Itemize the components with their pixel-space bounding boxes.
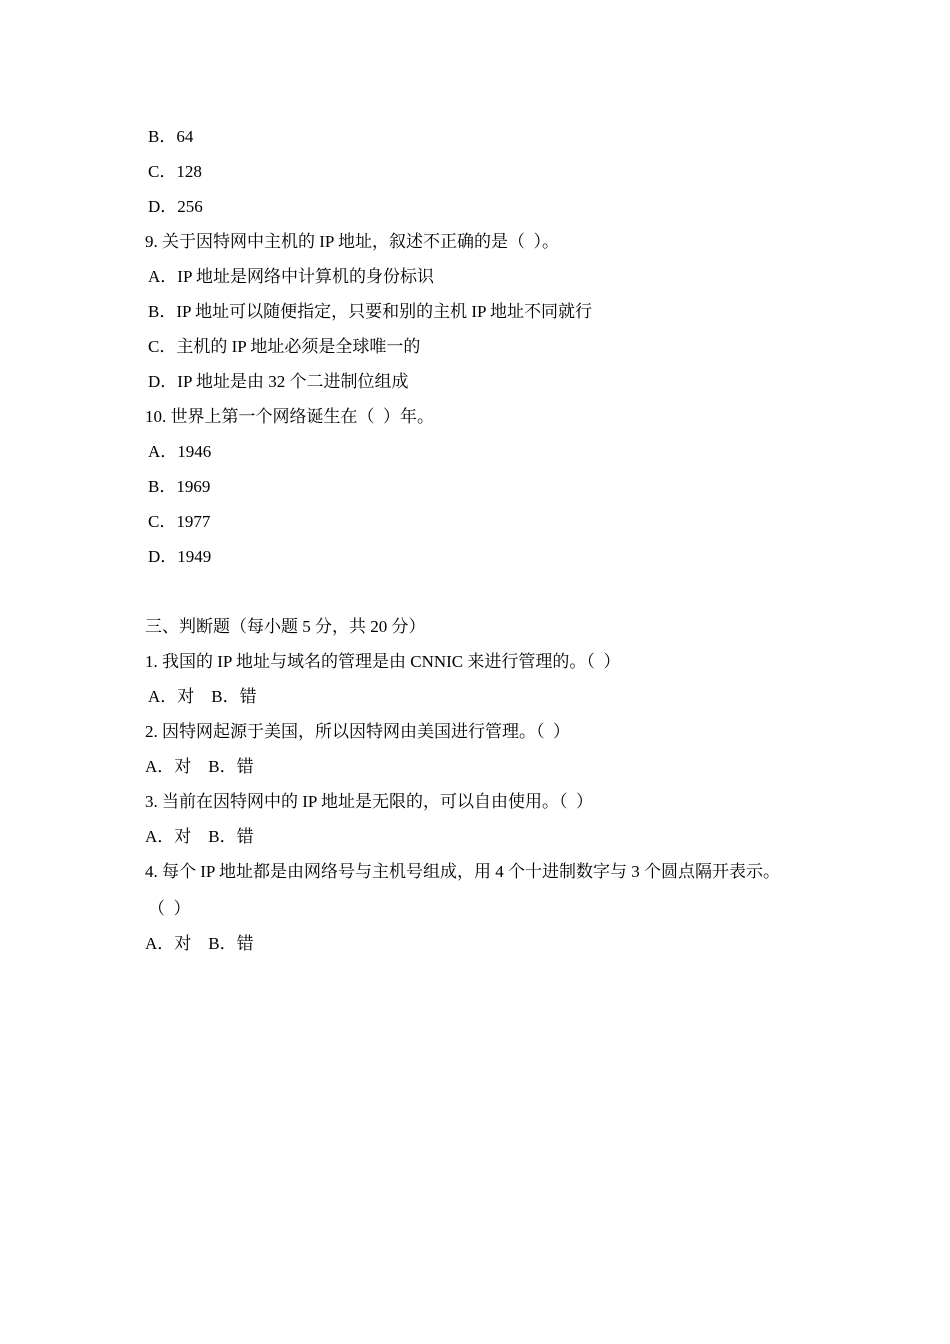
q10-option-d: D．1949	[148, 547, 212, 566]
tf2-question: 2. 因特网起源于美国，所以因特网由美国进行管理。（ ）	[145, 722, 570, 741]
q10-option-b: B．1969	[148, 477, 211, 496]
q9-option-d: D．IP 地址是由 32 个二进制位组成	[148, 372, 409, 391]
q8-option-b: B．64	[148, 127, 194, 146]
tf3-question: 3. 当前在因特网中的 IP 地址是无限的，可以自由使用。（ ）	[145, 792, 593, 811]
tf4-bracket: （ ）	[148, 899, 191, 918]
q9-question: 9. 关于因特网中主机的 IP 地址，叙述不正确的是（ ）。	[145, 232, 559, 251]
tf1-options: A．对 B．错	[148, 687, 257, 706]
tf1-question: 1. 我国的 IP 地址与域名的管理是由 CNNIC 来进行管理的。（ ）	[145, 652, 621, 671]
tf4-question: 4. 每个 IP 地址都是由网络号与主机号组成，用 4 个十进制数字与 3 个圆点隔开表示。	[145, 862, 780, 881]
tf2-options: A．对 B．错	[145, 757, 254, 776]
q10-option-c: C．1977	[148, 512, 211, 531]
q9-option-b: B．IP 地址可以随便指定，只要和别的主机 IP 地址不同就行	[148, 302, 593, 321]
q9-option-a: A．IP 地址是网络中计算机的身份标识	[148, 267, 435, 286]
q9-option-c: C．主机的 IP 地址必须是全球唯一的	[148, 337, 421, 356]
q8-option-d: D．256	[148, 197, 203, 216]
q10-option-a: A．1946	[148, 442, 212, 461]
q10-question: 10. 世界上第一个网络诞生在（ ）年。	[145, 407, 434, 426]
q8-option-c: C．128	[148, 162, 202, 181]
tf3-options: A．对 B．错	[145, 827, 254, 846]
section-heading: 三、判断题（每小题 5 分，共 20 分）	[145, 617, 426, 636]
tf4-options: A．对 B．错	[145, 934, 254, 953]
